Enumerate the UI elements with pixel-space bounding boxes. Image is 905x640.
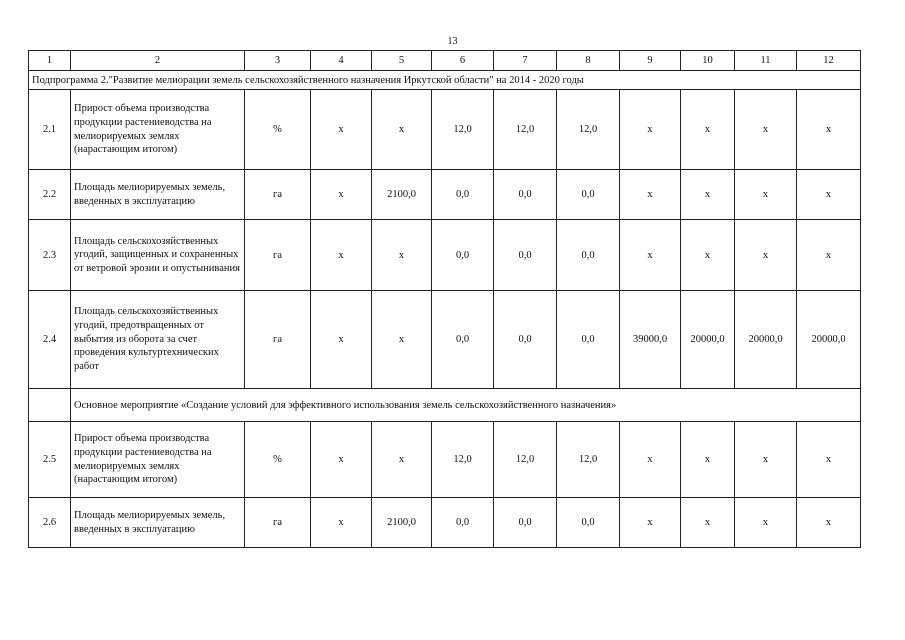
value-cell: 0,0	[557, 170, 620, 220]
unit-cell: га	[245, 498, 311, 548]
value-cell: x	[797, 220, 861, 291]
indicator-name: Площадь сельскохозяйственных угодий, защищенных и сохраненных от ветровой эрозии и опустынивания	[71, 220, 245, 291]
empty-cell	[29, 389, 71, 422]
value-cell: 0,0	[494, 291, 557, 389]
indicator-name: Площадь мелиорируемых земель, введенных в эксплуатацию	[71, 498, 245, 548]
main-event-title: Основное мероприятие «Создание условий для эффективного использования земель сельскохозяйственного назначения»	[71, 389, 861, 422]
value-cell: x	[620, 422, 681, 498]
value-cell: x	[620, 170, 681, 220]
header-cell: 4	[311, 51, 372, 71]
value-cell: 0,0	[494, 498, 557, 548]
value-cell: 2100,0	[372, 498, 432, 548]
value-cell: x	[372, 90, 432, 170]
table-row	[29, 90, 861, 170]
table-row	[29, 291, 861, 389]
value-cell: 12,0	[557, 90, 620, 170]
value-cell: 0,0	[557, 291, 620, 389]
value-cell: x	[681, 170, 735, 220]
value-cell: x	[735, 498, 797, 548]
row-number: 2.2	[29, 170, 71, 220]
unit-cell: %	[245, 422, 311, 498]
header-cell: 9	[620, 51, 681, 71]
value-cell: x	[681, 422, 735, 498]
value-cell: x	[311, 90, 372, 170]
value-cell: 39000,0	[620, 291, 681, 389]
header-cell: 8	[557, 51, 620, 71]
header-cell: 10	[681, 51, 735, 71]
indicator-name: Прирост объема производства продукции растениеводства на мелиорируемых землях (нарастающим итогом)	[71, 422, 245, 498]
indicator-name: Прирост объема производства продукции растениеводства на мелиорируемых землях (нарастающим итогом)	[71, 90, 245, 170]
value-cell: x	[735, 90, 797, 170]
header-cell: 6	[432, 51, 494, 71]
table-row	[29, 498, 861, 548]
value-cell: 20000,0	[681, 291, 735, 389]
value-cell: x	[735, 422, 797, 498]
indicator-name: Площадь сельскохозяйственных угодий, предотвращенных от выбытия из оборота за счет проведения культуртехнических работ	[71, 291, 245, 389]
value-cell: 12,0	[432, 422, 494, 498]
row-number: 2.4	[29, 291, 71, 389]
row-number: 2.3	[29, 220, 71, 291]
value-cell: 0,0	[494, 220, 557, 291]
value-cell: x	[311, 170, 372, 220]
value-cell: 20000,0	[797, 291, 861, 389]
header-cell: 3	[245, 51, 311, 71]
value-cell: x	[797, 90, 861, 170]
value-cell: x	[620, 90, 681, 170]
value-cell: 2100,0	[372, 170, 432, 220]
value-cell: x	[681, 90, 735, 170]
unit-cell: га	[245, 291, 311, 389]
indicator-name: Площадь мелиорируемых земель, введенных в эксплуатацию	[71, 170, 245, 220]
unit-cell: га	[245, 220, 311, 291]
header-cell: 1	[29, 51, 71, 71]
unit-cell: %	[245, 90, 311, 170]
row-number: 2.5	[29, 422, 71, 498]
table-row	[29, 170, 861, 220]
value-cell: 12,0	[557, 422, 620, 498]
value-cell: 0,0	[494, 170, 557, 220]
header-cell: 7	[494, 51, 557, 71]
value-cell: x	[735, 220, 797, 291]
value-cell: x	[372, 220, 432, 291]
value-cell: 0,0	[432, 220, 494, 291]
row-number: 2.1	[29, 90, 71, 170]
value-cell: 20000,0	[735, 291, 797, 389]
value-cell: 12,0	[432, 90, 494, 170]
value-cell: x	[797, 170, 861, 220]
value-cell: x	[735, 170, 797, 220]
header-cell: 2	[71, 51, 245, 71]
value-cell: x	[372, 422, 432, 498]
indicators-table	[28, 50, 861, 548]
value-cell: x	[311, 291, 372, 389]
value-cell: x	[681, 498, 735, 548]
value-cell: x	[311, 498, 372, 548]
header-cell: 5	[372, 51, 432, 71]
table-row	[29, 220, 861, 291]
value-cell: 12,0	[494, 422, 557, 498]
value-cell: 0,0	[432, 498, 494, 548]
row-number: 2.6	[29, 498, 71, 548]
header-cell: 11	[735, 51, 797, 71]
value-cell: 0,0	[432, 170, 494, 220]
table-row	[29, 422, 861, 498]
main-event-row	[29, 389, 861, 422]
value-cell: x	[372, 291, 432, 389]
header-cell: 12	[797, 51, 861, 71]
subprogram-title: Подпрограмма 2."Развитие мелиорации земель сельскохозяйственного назначения Иркутской области" на 2014 - 2020 годы	[29, 71, 861, 90]
value-cell: 0,0	[557, 498, 620, 548]
value-cell: x	[620, 498, 681, 548]
page-number: 13	[447, 36, 458, 47]
value-cell: x	[797, 422, 861, 498]
unit-cell: га	[245, 170, 311, 220]
value-cell: 0,0	[557, 220, 620, 291]
value-cell: 12,0	[494, 90, 557, 170]
value-cell: x	[681, 220, 735, 291]
header-row	[29, 51, 861, 71]
value-cell: x	[311, 422, 372, 498]
value-cell: x	[311, 220, 372, 291]
subprogram-row	[29, 71, 861, 90]
value-cell: x	[620, 220, 681, 291]
value-cell: x	[797, 498, 861, 548]
value-cell: 0,0	[432, 291, 494, 389]
